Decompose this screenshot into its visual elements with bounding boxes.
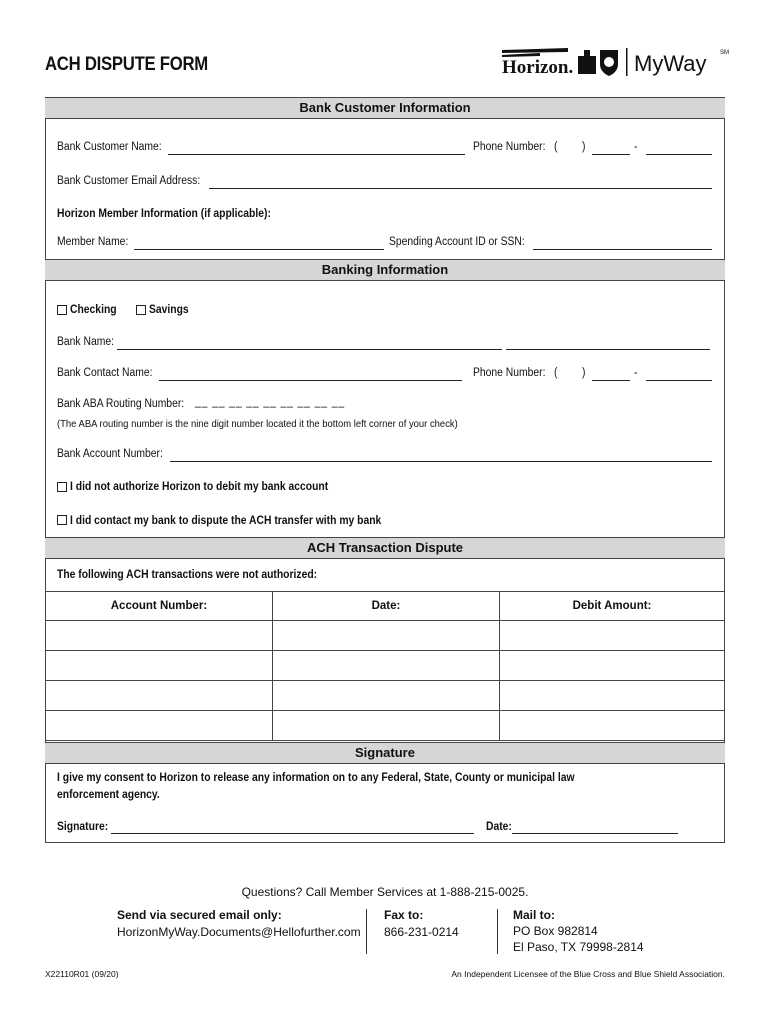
logo-graphic <box>500 44 730 78</box>
email-heading: Send via secured email only: <box>117 908 282 922</box>
table-cell[interactable] <box>273 711 500 741</box>
signature-date-label: Date: <box>486 821 512 833</box>
footer-divider <box>497 909 498 954</box>
member-name-label: Member Name: <box>57 236 129 248</box>
fax-heading: Fax to: <box>384 908 424 922</box>
contacted-bank-label: I did contact my bank to dispute the ACH transfer with my bank <box>70 515 382 527</box>
bank-contact-label: Bank Contact Name: <box>57 367 153 379</box>
customer-name-field[interactable] <box>168 154 465 155</box>
checking-checkbox[interactable] <box>57 305 67 315</box>
table-cell[interactable] <box>46 621 273 651</box>
bank-name-label: Bank Name: <box>57 336 114 348</box>
mail-line-1: PO Box 982814 <box>513 924 598 938</box>
table-cell[interactable] <box>500 621 725 651</box>
table-header-row <box>46 592 725 621</box>
form-title: ACH DISPUTE FORM <box>45 54 208 75</box>
savings-checkbox[interactable] <box>136 305 146 315</box>
consent-line-1: I give my consent to Horizon to release any information on to any Federal, State, County or municipal law <box>57 772 575 784</box>
customer-phone-dash: - <box>634 141 638 153</box>
mail-heading: Mail to: <box>513 908 555 922</box>
contacted-bank-checkbox[interactable] <box>57 515 67 525</box>
dispute-intro: The following ACH transactions were not authorized: <box>57 569 318 581</box>
table-cell[interactable] <box>500 651 725 681</box>
table-cell[interactable] <box>273 621 500 651</box>
bank-name-field[interactable] <box>117 349 502 350</box>
member-info-heading: Horizon Member Information (if applicable): <box>57 208 271 220</box>
bank-name-field-extra[interactable] <box>506 349 710 350</box>
table-row <box>46 651 725 681</box>
table-cell[interactable] <box>500 711 725 741</box>
table-row <box>46 621 725 651</box>
section-header-signature: Signature <box>45 742 725 764</box>
table-row <box>46 681 725 711</box>
bank-phone-open: ( <box>554 367 558 379</box>
mail-line-2: El Paso, TX 79998-2814 <box>513 940 644 954</box>
aba-routing-label: Bank ABA Routing Number: <box>57 398 185 410</box>
bank-phone-close: ) <box>582 367 586 379</box>
member-name-field[interactable] <box>134 249 384 250</box>
transactions-table <box>45 591 725 741</box>
table-cell[interactable] <box>46 711 273 741</box>
bank-account-field[interactable] <box>170 461 712 462</box>
consent-line-2: enforcement agency. <box>57 789 160 801</box>
section-header-customer: Bank Customer Information <box>45 97 725 119</box>
bank-phone-label: Phone Number: <box>473 367 546 379</box>
customer-name-label: Bank Customer Name: <box>57 141 162 153</box>
fax-number: 866-231-0214 <box>384 925 459 939</box>
savings-label: Savings <box>149 304 189 316</box>
signature-field[interactable] <box>111 833 474 834</box>
table-cell[interactable] <box>273 651 500 681</box>
table-cell[interactable] <box>500 681 725 711</box>
bank-account-label: Bank Account Number: <box>57 448 163 460</box>
form-code: X22110R01 (09/20) <box>45 969 119 979</box>
spending-account-field[interactable] <box>533 249 712 250</box>
licensee-note: An Independent Licensee of the Blue Cross and Blue Shield Association. <box>451 969 725 979</box>
bank-contact-field[interactable] <box>159 380 462 381</box>
signature-label: Signature: <box>57 821 109 833</box>
customer-phone-label: Phone Number: <box>473 141 546 153</box>
email-address[interactable]: HorizonMyWay.Documents@Hellofurther.com <box>117 925 361 939</box>
bank-phone-number-field[interactable] <box>646 380 712 381</box>
signature-date-field[interactable] <box>512 833 678 834</box>
table-cell[interactable] <box>273 681 500 711</box>
horizon-myway-logo <box>500 44 730 78</box>
table-cell[interactable] <box>46 681 273 711</box>
table-cell[interactable] <box>46 651 273 681</box>
aba-routing-field[interactable]: __ __ __ __ __ __ __ __ __ <box>195 396 346 408</box>
column-account-number: Account Number: <box>46 592 273 621</box>
footer-divider <box>366 909 367 954</box>
not-authorized-label: I did not authorize Horizon to debit my bank account <box>70 481 329 493</box>
logo-brand-text: Horizon. <box>502 57 574 78</box>
aba-routing-note: (The ABA routing number is the nine digit number located it the bottom left corner of your check) <box>57 418 458 430</box>
column-date: Date: <box>273 592 500 621</box>
customer-email-field[interactable] <box>209 188 712 189</box>
column-debit-amount: Debit Amount: <box>500 592 725 621</box>
customer-email-label: Bank Customer Email Address: <box>57 175 201 187</box>
customer-phone-exchange-field[interactable] <box>592 154 630 155</box>
checking-label: Checking <box>70 304 117 316</box>
customer-phone-number-field[interactable] <box>646 154 712 155</box>
questions-line: Questions? Call Member Services at 1-888-215-0025. <box>241 885 529 899</box>
not-authorized-checkbox[interactable] <box>57 482 67 492</box>
logo-product-text: MyWay <box>634 51 707 76</box>
logo-sm-mark: SM <box>720 50 729 56</box>
bank-phone-exchange-field[interactable] <box>592 380 630 381</box>
bank-phone-dash: - <box>634 367 638 379</box>
customer-phone-open: ( <box>554 141 558 153</box>
section-header-dispute: ACH Transaction Dispute <box>45 537 725 559</box>
customer-phone-close: ) <box>582 141 586 153</box>
spending-account-label: Spending Account ID or SSN: <box>389 236 525 248</box>
section-header-banking: Banking Information <box>45 259 725 281</box>
table-row <box>46 711 725 741</box>
